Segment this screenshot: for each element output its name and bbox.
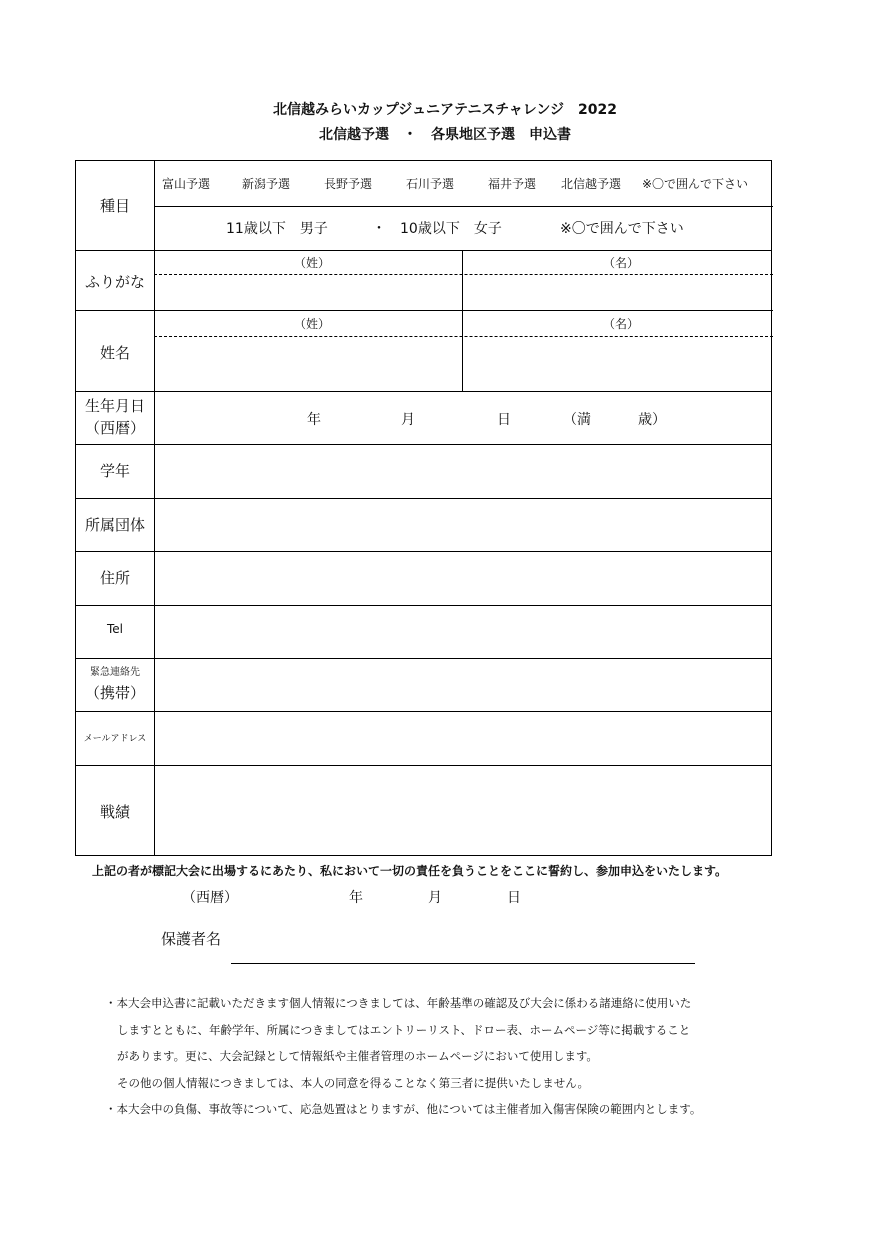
row-divider	[76, 250, 771, 251]
furigana-label: ふりがな	[84, 273, 145, 291]
age-open: （満	[563, 412, 591, 428]
category-boys-11u[interactable]: 11歳以下 男子	[226, 221, 328, 237]
birthdate-label: 生年月日 （西暦）	[84, 397, 145, 437]
note-line: があります。更に、大会記録として情報紙や主催者管理のホームページにおいて使用します。	[117, 1049, 598, 1063]
tel-label: Tel	[106, 622, 123, 636]
row-divider	[76, 551, 771, 552]
birth-year-unit: 年	[307, 412, 321, 428]
birth-day-unit: 日	[497, 412, 511, 428]
label-column-divider	[154, 161, 155, 855]
row-divider	[76, 765, 771, 766]
emergency-contact-label: 緊急連絡先 （携帯）	[84, 667, 145, 702]
results-field[interactable]	[156, 767, 770, 853]
name-mei-header: （名）	[603, 317, 640, 331]
row-divider	[76, 605, 771, 606]
emergency-contact-field[interactable]	[156, 660, 770, 710]
name-label: 姓名	[99, 344, 130, 362]
document-title: 北信越みらいカップジュニアテニスチャレンジ 2022	[272, 102, 618, 118]
row-divider	[76, 711, 771, 712]
pledge-statement: 上記の者が標記大会に出場するにあたり、私において一切の責任を負うことをここに誓約し、参加申込をいたします。	[92, 864, 728, 878]
name-mei-field[interactable]	[464, 339, 770, 389]
sign-date-era: （西暦）	[182, 890, 238, 906]
guardian-signature-line[interactable]	[231, 963, 695, 964]
note-line: しますとともに、年齢学年、所属につきましてはエントリーリスト、ドロー表、ホームページ等に掲載すること	[117, 1022, 691, 1037]
qualifier-fukui[interactable]: 福井予選	[488, 177, 537, 191]
row-divider	[76, 444, 771, 445]
category-circle-note: ※〇で囲んで下さい	[560, 221, 684, 237]
tel-field[interactable]	[156, 607, 770, 657]
age-close: 歳）	[638, 412, 666, 428]
birth-month-unit: 月	[401, 412, 415, 428]
qualifier-nagano[interactable]: 長野予選	[324, 177, 373, 191]
row-divider	[76, 391, 771, 392]
category-separator: ・	[372, 221, 386, 237]
furigana-sei-header: （姓）	[294, 256, 331, 270]
name-dashed-line	[154, 336, 773, 337]
notes-section	[105, 990, 785, 1123]
address-field[interactable]	[156, 553, 770, 603]
grade-label: 学年	[99, 462, 130, 480]
row-divider	[76, 658, 771, 659]
sign-date-year-unit: 年	[349, 890, 363, 906]
grade-field[interactable]	[156, 446, 770, 496]
furigana-dashed-line	[154, 274, 773, 275]
qualifier-toyama[interactable]: 富山予選	[162, 177, 211, 191]
email-label: メールアドレス	[83, 734, 147, 744]
sei-mei-divider	[462, 250, 463, 391]
event-label: 種目	[99, 197, 130, 215]
furigana-mei-field[interactable]	[464, 277, 770, 309]
name-sei-header: （姓）	[294, 317, 331, 331]
guardian-name-label: 保護者名	[161, 930, 222, 948]
qualifier-hokushinetsu[interactable]: 北信越予選	[561, 177, 622, 191]
organization-label: 所属団体	[84, 516, 145, 534]
qualifier-ishikawa[interactable]: 石川予選	[406, 177, 455, 191]
address-label: 住所	[99, 569, 130, 587]
category-girls-10u[interactable]: 10歳以下 女子	[400, 221, 502, 237]
qualifier-circle-note: ※〇で囲んで下さい	[642, 177, 749, 191]
qualifier-niigata[interactable]: 新潟予選	[242, 177, 291, 191]
furigana-sei-field[interactable]	[156, 277, 460, 309]
document-subtitle: 北信越予選 ・ 各県地区予選 申込書	[319, 127, 571, 143]
results-label: 戦績	[99, 803, 130, 821]
organization-field[interactable]	[156, 500, 770, 550]
sign-date-day-unit: 日	[507, 890, 521, 906]
furigana-mei-header: （名）	[603, 256, 640, 270]
event-sub-divider	[154, 206, 773, 207]
note-line: その他の個人情報につきましては、本人の同意を得ることなく第三者に提供いたしません。	[117, 1075, 589, 1090]
email-field[interactable]	[156, 713, 770, 763]
note-line: ・本大会申込書に記載いただきます個人情報につきましては、年齢基準の確認及び大会に係わる諸連絡に使用いた	[105, 996, 692, 1010]
name-sei-field[interactable]	[156, 339, 460, 389]
application-form-table	[75, 160, 772, 856]
sign-date-month-unit: 月	[428, 890, 442, 906]
note-line: ・本大会中の負傷、事故等について、応急処置はとりますが、他については主催者加入傷害保険の範囲内とします。	[105, 1102, 702, 1116]
row-divider	[76, 498, 771, 499]
